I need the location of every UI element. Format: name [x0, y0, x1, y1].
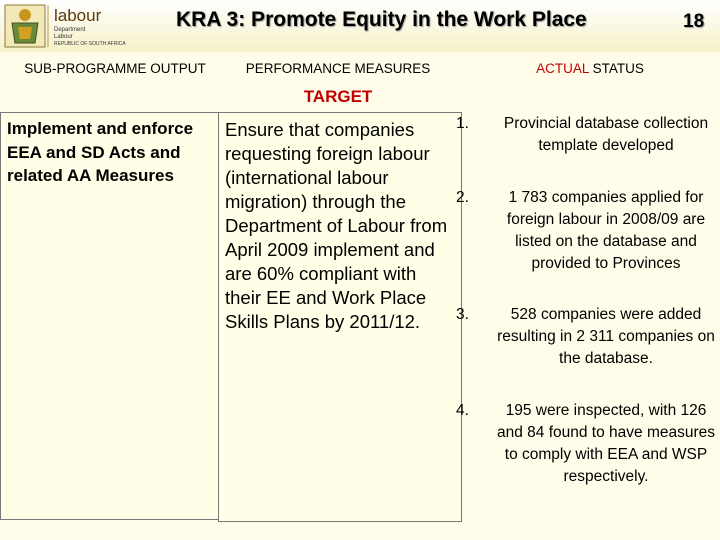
output-cell [0, 112, 219, 520]
column-header-performance: PERFORMANCE MEASURES [245, 61, 431, 76]
page-number: 18 [683, 11, 705, 32]
target-cell [218, 112, 462, 522]
target-text: Ensure that companies requesting foreign labour (international labour migration) through the Department of Labour from April 2009 implement and are 60% compliant with their EE and Work Place Skills Plans by 2011/12. [225, 119, 448, 332]
status-item-number: 2. [456, 189, 469, 206]
status-item-text: Provincial database collection template developed [503, 115, 709, 154]
status-item-text: 1 783 companies applied for foreign labour in 2008/09 are listed on the database and provided to Provinces [506, 189, 706, 272]
status-item-number: 1. [456, 115, 469, 132]
status-suffix: STATUS [592, 61, 644, 76]
department-of-labour-logo [4, 3, 159, 49]
slide-title: KRA 3: Promote Equity in the Work Place [176, 8, 587, 31]
status-item-number: 4. [456, 402, 469, 419]
status-item-text: 528 companies were added resulting in 2 311 companies on the database. [497, 306, 715, 367]
svg-text:labour: labour [54, 6, 102, 25]
svg-text:REPUBLIC OF SOUTH AFRICA: REPUBLIC OF SOUTH AFRICA [54, 41, 126, 47]
svg-text:Labour: Labour [54, 34, 73, 40]
status-prefix: ACTUAL [536, 61, 589, 76]
svg-text:Department: Department [54, 27, 86, 33]
column-header-target: TARGET [303, 87, 373, 106]
column-header-sub-programme: SUB-PROGRAMME OUTPUT [24, 61, 206, 76]
status-item-number: 3. [456, 306, 469, 323]
slide-header [0, 0, 720, 52]
status-item-text: 195 were inspected, with 126 and 84 found to have measures to comply with EEA and WSP respectively. [497, 402, 716, 485]
column-header-status [470, 60, 710, 78]
output-text: Implement and enforce EEA and SD Acts and related AA Measures [7, 119, 194, 185]
